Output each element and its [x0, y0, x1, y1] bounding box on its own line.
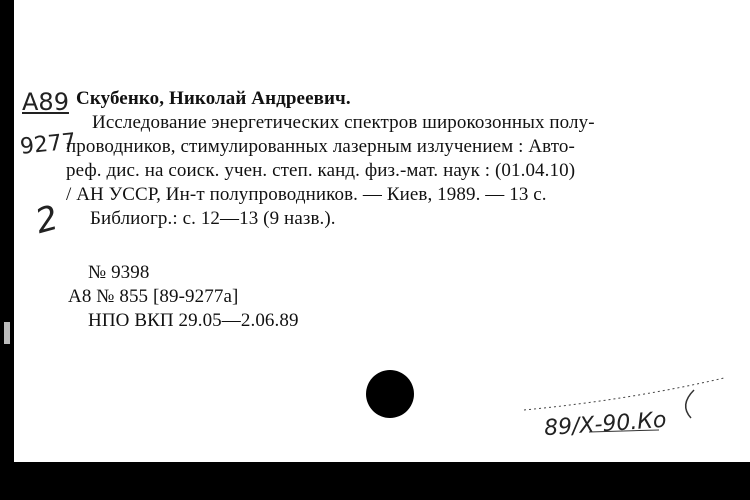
description-line-1: Исследование энергетических спектров широкозонных полу-	[92, 112, 595, 133]
punch-hole	[366, 370, 414, 418]
handwritten-date: 89/Х-90.Ко	[543, 407, 668, 442]
description-line-3: реф. дис. на соиск. учен. степ. канд. физ.-мат. наук : (01.04.10)	[66, 160, 576, 181]
distribution-line: НПО ВКП 29.05—2.06.89	[88, 310, 299, 331]
description-line-4: / АН УССР, Ин-т полупроводников. — Киев, 1989. — 13 с.	[66, 184, 547, 205]
catalog-card	[14, 0, 750, 462]
shelf-mark-top: А89	[22, 88, 69, 116]
registry-number: № 9398	[88, 262, 150, 283]
call-number: А8 № 855 [89-9277а]	[68, 286, 239, 307]
handwritten-flourish	[519, 370, 739, 440]
author-heading: Скубенко, Николай Андреевич.	[76, 88, 351, 109]
shelf-mark-bottom: 9277	[18, 129, 78, 160]
left-edge-mark	[4, 322, 10, 344]
description-line-2: проводников, стимулированных лазерным излучением : Авто-	[66, 136, 575, 157]
margin-note: 2	[31, 197, 63, 243]
description-line-5: Библиогр.: с. 12—13 (9 назв.).	[90, 208, 336, 229]
